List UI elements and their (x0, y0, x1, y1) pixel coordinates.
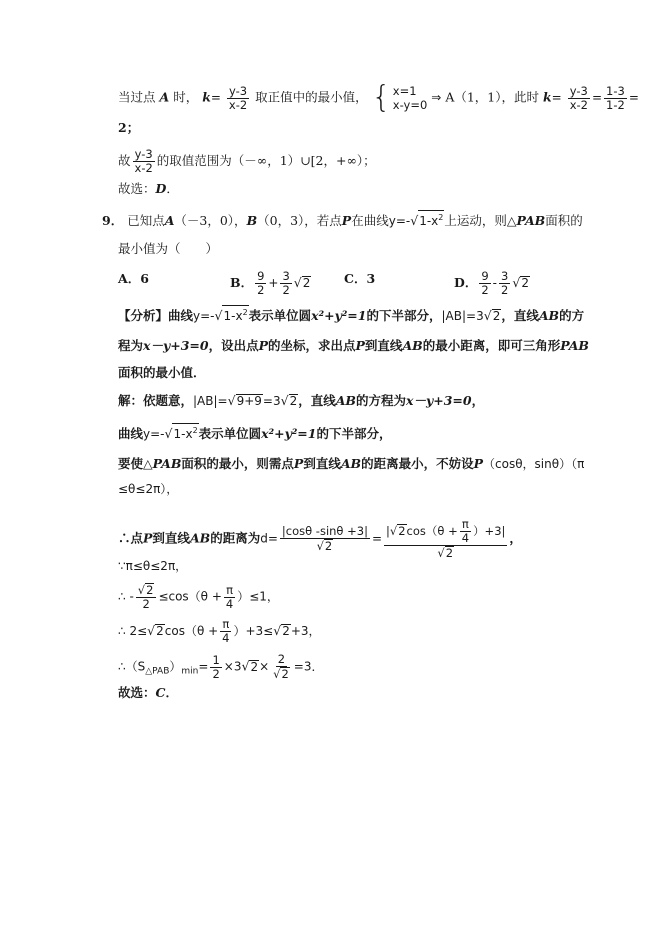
curve-lhs: y=- (193, 309, 215, 323)
fraction-y3-x2 (227, 85, 249, 112)
radicand: 2 (282, 624, 290, 638)
text: ∴（S (118, 659, 146, 674)
radicand-text: 1-x (173, 427, 193, 441)
radical-sign: √ (214, 308, 223, 323)
text: 最小值为（ ） (118, 241, 219, 256)
denominator: 4 (222, 631, 230, 645)
text: ． (166, 181, 179, 196)
question-number: 9． (102, 213, 124, 228)
exponent: 2 (438, 213, 444, 222)
triangle-name: PAB (516, 213, 546, 228)
solution-line-2 (118, 423, 572, 443)
text: × (259, 659, 270, 674)
option-a-label: A．6 (118, 271, 149, 286)
denominator: x-2 (228, 97, 248, 112)
numerator: 9 (257, 269, 265, 283)
ab-length: |AB|=3 (441, 309, 484, 323)
denominator: 2 (257, 283, 265, 297)
equals: = (198, 659, 209, 674)
line-AB: AB (335, 393, 356, 408)
fraction (568, 85, 590, 112)
text: 当过点 (118, 89, 156, 105)
numerator: y-3 (229, 83, 248, 98)
var-P: P (341, 213, 352, 228)
text: 取正值中的最小值， (255, 89, 368, 105)
text: 的坐标，求出点 (268, 338, 356, 353)
radicand: 2 (445, 546, 454, 560)
minus: - (492, 276, 498, 290)
line-AB: AB (340, 456, 362, 471)
denominator: x-2 (134, 161, 153, 175)
theta-range: ≤θ≤2π）， (118, 482, 179, 496)
text: 程为 (118, 338, 144, 353)
text: 解：依题意， (118, 393, 194, 408)
triangle-name: PAB (152, 456, 182, 471)
denominator: 1-2 (606, 97, 625, 112)
text: 的方 (559, 308, 585, 323)
radical-sign: √ (241, 658, 250, 674)
radical-sign: √ (164, 426, 173, 441)
left-brace: { (371, 80, 391, 115)
radical-sign: √ (147, 623, 156, 638)
denominator: 2 (501, 283, 509, 297)
fraction (384, 518, 507, 560)
solution-prev-answer (118, 180, 572, 198)
text: 【分析】曲线 (118, 308, 194, 323)
circle-equation: x²+y²=1 (311, 308, 367, 323)
radical-sign: √ (227, 393, 236, 408)
var-B: B (246, 213, 258, 228)
option-c-label: C．3 (344, 271, 376, 286)
numerator: √2 (136, 583, 157, 598)
line-AB: AB (189, 530, 211, 546)
exponent: 2 (192, 426, 198, 435)
var-A: A (159, 89, 170, 105)
point-param: （cosθ，sinθ）（π (483, 457, 585, 471)
text: ∴点 (118, 530, 144, 546)
fraction (460, 518, 471, 545)
text: 面积的 (545, 213, 583, 228)
denominator: 2 (282, 283, 290, 297)
fraction (604, 85, 627, 112)
solution-line-3 (118, 455, 585, 473)
radicand: 2 (492, 309, 501, 323)
text: ， (509, 530, 522, 546)
text: ）+3| (473, 524, 506, 538)
numerator: 1-3 (606, 83, 625, 98)
equals: = (591, 90, 603, 105)
var-P: P (258, 338, 268, 353)
solution-line-7 (118, 583, 572, 611)
text: 要使△ (118, 456, 153, 471)
radicand (418, 210, 444, 228)
distance-lhs: d= (260, 531, 278, 546)
text: ，设出点 (208, 338, 259, 353)
solution-distance-line (118, 518, 572, 560)
radicand: 2 (324, 539, 333, 553)
answer-letter: C (155, 685, 166, 700)
fraction (271, 653, 292, 681)
question-9-stem (102, 210, 583, 230)
analysis-line-2 (118, 337, 589, 355)
numerator: π (222, 617, 230, 631)
option-b-label: B． (230, 275, 254, 290)
numerator: 3 (501, 269, 509, 283)
text: A（1，1），此时 (445, 89, 539, 105)
line-AB: AB (538, 308, 560, 323)
fraction (280, 525, 370, 553)
radicand: 2 (521, 276, 529, 290)
exponent: 2 (242, 308, 248, 317)
text: ． (165, 685, 178, 700)
option-c (344, 270, 375, 288)
solution-line-8 (118, 618, 572, 645)
text: ， (471, 393, 485, 408)
numerator: 1 (212, 652, 220, 667)
text: 故 (118, 153, 131, 168)
fraction (220, 618, 231, 645)
subscript: △PAB (145, 666, 170, 677)
radical-sign: √ (273, 623, 282, 638)
solution-prev-line-1 (118, 80, 639, 115)
equals: = (371, 531, 383, 546)
solution-prev-line-3 (118, 148, 572, 175)
var-k: k (542, 89, 552, 105)
denominator: 2 (481, 283, 489, 297)
text: 上运动，则△ (444, 213, 517, 228)
denominator: √2 (437, 546, 454, 560)
equals: = (551, 90, 562, 105)
numerator: π (461, 517, 469, 531)
text: ） (169, 659, 182, 674)
line-AB: AB (402, 338, 423, 353)
radical-sign: √ (410, 213, 419, 228)
text: 表示单位圆 (198, 426, 262, 441)
text: 的最小距离，即可三角形 (422, 338, 561, 353)
line-equation: x－y+3=0 (143, 338, 209, 353)
curve-lhs: y=- (143, 427, 165, 441)
fraction (136, 583, 157, 611)
fraction (133, 148, 155, 175)
solution-line-6 (118, 557, 572, 575)
text: 故选： (118, 685, 156, 700)
text: cos（θ + (164, 624, 219, 638)
option-d-label: D． (454, 275, 478, 290)
text: （0，3），若点 (257, 213, 342, 228)
analysis-line-1 (118, 305, 585, 325)
radicand (172, 423, 198, 441)
text: 到直线 (364, 338, 403, 353)
fraction (210, 654, 221, 681)
text: 的方程为 (356, 393, 407, 408)
radicand-text: 1-x (223, 309, 243, 323)
radicand: 2 (250, 659, 259, 674)
fraction (255, 270, 266, 297)
implies-symbol: ⇒ (431, 90, 442, 105)
text: ）+3≤ (233, 624, 274, 638)
system-eq-1: x=1 (392, 84, 417, 98)
radicand: 2 (156, 624, 164, 638)
radicand: 2 (289, 394, 298, 408)
system-eq-2: x-y=0 (392, 98, 428, 112)
text: 的下半部分， (316, 426, 392, 441)
numerator: 9 (481, 269, 489, 283)
denominator: √2 (316, 539, 333, 553)
solution-line-9 (118, 653, 572, 681)
circle-equation: x²+y²=1 (261, 426, 317, 441)
denominator: √2 (273, 667, 289, 681)
text: 表示单位圆 (248, 308, 312, 323)
text: 面积的最小，则需点 (181, 456, 294, 471)
triangle-name: PAB (560, 338, 589, 353)
analysis-line-3 (118, 364, 572, 382)
text: 在曲线 (351, 213, 389, 228)
text: 的距离为 (210, 530, 261, 546)
text: 2； (118, 120, 140, 135)
text: ×3 (223, 659, 242, 674)
var-k: k (202, 89, 211, 105)
text: ，直线 (298, 393, 336, 408)
text: | (386, 524, 390, 538)
answer-letter: D (155, 181, 167, 196)
solution-answer (118, 684, 572, 702)
radicand (222, 305, 248, 323)
option-a (118, 270, 149, 288)
text: ，直线 (501, 308, 539, 323)
text: +3， (290, 624, 321, 638)
text: 已知点 (127, 213, 165, 228)
fraction (499, 270, 510, 297)
text: 的下半部分， (366, 308, 442, 323)
equals: =3 (262, 394, 281, 408)
radicand: 9+9 (236, 394, 262, 408)
plus: + (268, 276, 279, 290)
radicand: 2 (281, 667, 289, 681)
radicand: 2 (398, 524, 406, 538)
text: 时， (173, 89, 199, 105)
text: 到直线 (152, 530, 190, 546)
text: 故选： (118, 181, 156, 196)
text: ∴ - (118, 589, 134, 604)
text: 到直线 (303, 456, 341, 471)
theta-range: ∵π≤θ≤2π， (118, 559, 188, 573)
curve-lhs: y=- (388, 214, 411, 228)
subscript-min: min (181, 666, 199, 677)
text: cos（θ + (406, 524, 458, 538)
solution-line-4 (118, 480, 572, 498)
denominator: 4 (225, 596, 234, 611)
numerator: 3 (282, 269, 290, 283)
var-A: A (164, 213, 175, 228)
equation-system (371, 80, 428, 115)
radical-sign: √ (280, 393, 289, 408)
option-d (454, 270, 530, 297)
radicand: 2 (146, 583, 154, 597)
var-P: P (473, 456, 484, 471)
radicand-text: 1-x (419, 214, 439, 228)
text: （－3，0）， (174, 213, 247, 228)
fraction (224, 584, 235, 611)
numerator: π (226, 582, 234, 597)
text: 的取值范围为（－∞，1）∪[2，+∞）； (156, 153, 376, 168)
fraction (479, 270, 490, 297)
solution-prev-line-2 (118, 119, 572, 137)
text: ≤cos（θ + (158, 589, 222, 604)
line-equation: x－y+3=0 (406, 393, 472, 408)
denominator: 4 (461, 531, 470, 545)
question-9-stem-line-2 (118, 240, 572, 258)
radical-sign: √ (293, 275, 302, 290)
radical-sign: √ (483, 308, 492, 323)
numerator: 2 (277, 652, 286, 666)
denominator: 2 (142, 597, 150, 611)
denominator: 2 (212, 666, 220, 681)
ab-length: |AB|= (193, 394, 228, 408)
text: ）≤1， (237, 589, 279, 604)
radical-sign: √ (512, 275, 521, 290)
option-b (230, 270, 311, 297)
radicand: 2 (302, 276, 311, 290)
numerator: |√2cos（θ + $\frac{\pi}{4}$ ）+3| (386, 517, 506, 545)
equals: = (628, 90, 639, 105)
denominator: x-2 (569, 97, 588, 112)
fraction (280, 270, 291, 297)
numerator: |cosθ -sinθ +3| (281, 524, 368, 538)
equals: = (210, 90, 221, 105)
numerator: y-3 (569, 83, 588, 98)
text: =3． (293, 659, 324, 674)
var-P: P (143, 530, 153, 546)
var-P: P (355, 338, 365, 353)
var-P: P (293, 456, 304, 471)
text: 曲线 (118, 426, 144, 441)
solution-line-1 (118, 392, 572, 410)
text: 的距离最小，不妨设 (361, 456, 474, 471)
text: ∴ 2≤ (118, 624, 148, 638)
numerator: y-3 (134, 147, 153, 161)
text: 面积的最小值． (118, 365, 206, 380)
